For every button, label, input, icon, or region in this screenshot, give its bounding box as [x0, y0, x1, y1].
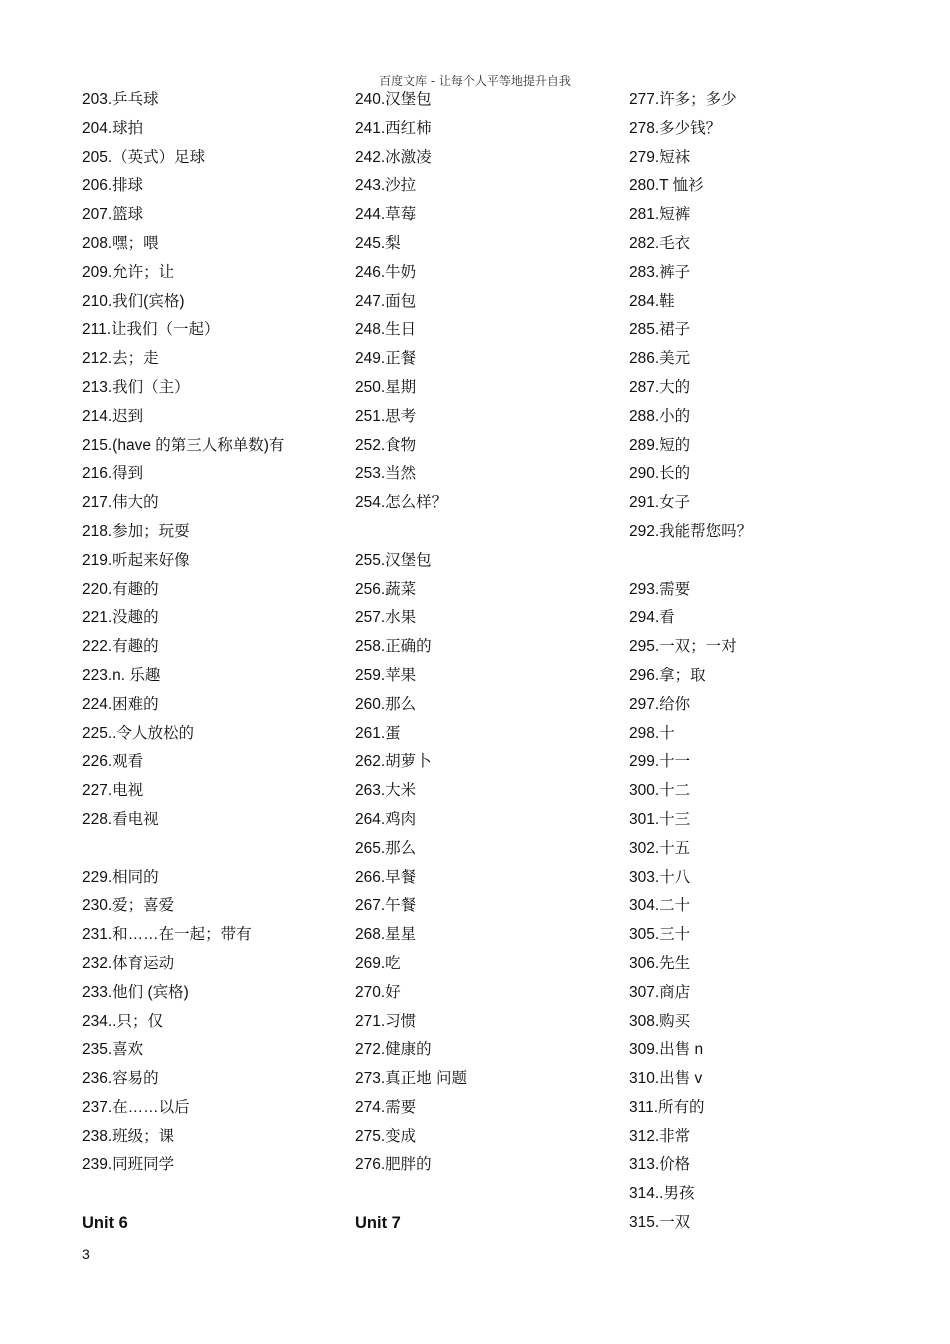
vocab-item: 294.看 [629, 609, 675, 627]
vocab-item: 313.价格 [629, 1156, 691, 1174]
vocab-item: 298.十 [629, 724, 675, 742]
vocab-item: 297.给你 [629, 695, 691, 713]
vocab-item: 247.面包 [355, 292, 417, 310]
vocab-item: 311.所有的 [629, 1098, 705, 1116]
vocab-item: 305.三十 [629, 926, 691, 944]
vocab-item: 291.女子 [629, 494, 691, 512]
vocab-item: 243.沙拉 [355, 177, 417, 195]
vocab-item: 216.得到 [82, 465, 144, 483]
vocab-item: 217.伟大的 [82, 494, 159, 512]
vocab-item: 242.冰激凌 [355, 148, 432, 166]
vocab-item: 223.n. 乐趣 [82, 666, 161, 684]
vocab-item: 281.短裤 [629, 206, 691, 224]
vocab-item: 284.鞋 [629, 292, 675, 310]
vocab-item: 300.十二 [629, 782, 691, 800]
vocab-item: 215.(have 的第三人称单数)有 [82, 436, 285, 454]
vocab-item: 288.小的 [629, 407, 691, 425]
vocab-item: 222.有趣的 [82, 638, 159, 656]
vocab-item: 258.正确的 [355, 638, 432, 656]
vocab-item: 304.二十 [629, 897, 691, 915]
vocab-item: 308.购买 [629, 1012, 691, 1030]
blank-line [82, 1180, 347, 1209]
vocab-item: 251.思考 [355, 407, 417, 425]
vocab-item: 276.肥胖的 [355, 1156, 432, 1174]
vocab-item: 249.正餐 [355, 350, 417, 368]
vocab-item: 272.健康的 [355, 1041, 432, 1059]
vocab-column-1 [82, 86, 347, 1238]
vocab-item: 250.星期 [355, 378, 417, 396]
vocab-item: 267.午餐 [355, 897, 417, 915]
vocab-item: 221.没趣的 [82, 609, 159, 627]
vocab-item: 255.汉堡包 [355, 551, 432, 569]
vocab-item: 303.十八 [629, 868, 691, 886]
vocab-column-3 [629, 86, 929, 1238]
vocab-column-2 [355, 86, 620, 1238]
vocab-item: 278.多少钱？ [629, 119, 722, 137]
vocab-item: 211.让我们（一起） [82, 321, 220, 339]
vocab-item: 314..男孩 [629, 1185, 695, 1203]
vocab-item: 213.我们（主） [82, 378, 190, 396]
vocab-item: 309.出售 n [629, 1041, 704, 1059]
vocab-item: 209.允许；让 [82, 263, 175, 281]
vocab-item: 244.草莓 [355, 206, 417, 224]
unit-heading: Unit 7 [355, 1214, 401, 1233]
vocab-item: 203.乒乓球 [82, 91, 159, 108]
vocab-item: 238.班级；课 [82, 1127, 175, 1145]
vocab-item: 296.拿；取 [629, 666, 706, 684]
vocab-item: 260.那么 [355, 695, 417, 713]
page-number: 3 [82, 1246, 90, 1262]
vocab-item: 285.裙子 [629, 321, 691, 339]
vocab-item: 236.容易的 [82, 1070, 159, 1088]
vocab-item: 230.爱；喜爱 [82, 897, 175, 915]
vocab-item: 274.需要 [355, 1098, 417, 1116]
vocab-item: 289.短的 [629, 436, 691, 454]
vocab-item: 219.听起来好像 [82, 551, 190, 569]
vocab-item: 204.球拍 [82, 119, 144, 137]
vocab-item: 292.我能帮您吗？ [629, 522, 753, 540]
vocab-item: 224.困难的 [82, 695, 159, 713]
vocab-item: 218.参加；玩耍 [82, 522, 190, 540]
vocab-item: 245.梨 [355, 234, 401, 252]
vocab-item: 282.毛衣 [629, 234, 691, 252]
vocab-item: 229.相同的 [82, 868, 159, 886]
vocab-item: 264.鸡肉 [355, 810, 417, 828]
vocab-item: 248.生日 [355, 321, 417, 339]
vocab-item: 261.蛋 [355, 724, 401, 742]
vocab-item: 310.出售 v [629, 1070, 703, 1088]
vocab-item: 241.西红柿 [355, 119, 432, 137]
vocab-item: 206.排球 [82, 177, 144, 195]
blank-line [82, 835, 347, 864]
vocab-item: 301.十三 [629, 810, 691, 828]
unit-heading: Unit 6 [82, 1214, 128, 1233]
vocab-item: 259.苹果 [355, 666, 417, 684]
vocab-item: 315.一双 [629, 1214, 691, 1232]
vocab-item: 208.嘿；喂 [82, 234, 159, 252]
vocab-item: 220.有趣的 [82, 580, 159, 598]
vocab-item: 246.牛奶 [355, 263, 417, 281]
vocab-item: 257.水果 [355, 609, 417, 627]
vocab-item: 232.体育运动 [82, 954, 175, 972]
vocab-item: 214.迟到 [82, 407, 144, 425]
vocab-item: 286.美元 [629, 350, 691, 368]
vocab-item: 275.变成 [355, 1127, 417, 1145]
vocab-item: 307.商店 [629, 983, 691, 1001]
vocab-item: 277.许多；多少 [629, 91, 737, 108]
vocab-item: 227.电视 [82, 782, 144, 800]
vocab-item: 253.当然 [355, 465, 417, 483]
vocab-item: 295.一双；一对 [629, 638, 737, 656]
vocab-item: 280.T 恤衫 [629, 177, 704, 195]
vocab-item: 239.同班同学 [82, 1156, 175, 1174]
vocab-item: 228.看电视 [82, 810, 159, 828]
vocab-item: 312.非常 [629, 1127, 691, 1145]
page-header: 百度文库 - 让每个人平等地提升自我 [379, 74, 571, 88]
vocab-item: 234..只；仅 [82, 1012, 163, 1030]
vocab-item: 271.习惯 [355, 1012, 417, 1030]
blank-line [629, 547, 929, 576]
vocab-item: 240.汉堡包 [355, 91, 432, 108]
vocab-item: 252.食物 [355, 436, 417, 454]
vocab-item: 262.胡萝卜 [355, 753, 432, 771]
vocab-item: 231.和……在一起；带有 [82, 926, 252, 944]
vocab-item: 254.怎么样？ [355, 494, 448, 512]
vocab-item: 293.需要 [629, 580, 691, 598]
vocab-item: 290.长的 [629, 465, 691, 483]
vocab-item: 270.好 [355, 983, 401, 1001]
vocab-item: 256.蔬菜 [355, 580, 417, 598]
vocab-item: 226.观看 [82, 753, 144, 771]
vocab-item: 210.我们(宾格) [82, 292, 185, 310]
vocab-item: 263.大米 [355, 782, 417, 800]
vocab-item: 225..令人放松的 [82, 724, 194, 742]
vocab-item: 212.去；走 [82, 350, 159, 368]
vocab-item: 265.那么 [355, 839, 417, 857]
vocab-item: 235.喜欢 [82, 1041, 144, 1059]
vocab-item: 268.星星 [355, 926, 417, 944]
vocab-item: 269.吃 [355, 954, 401, 972]
vocab-item: 233.他们 (宾格) [82, 983, 189, 1001]
vocab-item: 283.裤子 [629, 263, 691, 281]
vocab-item: 237.在……以后 [82, 1098, 190, 1116]
blank-line [355, 518, 620, 547]
vocab-item: 299.十一 [629, 753, 691, 771]
vocab-item: 306.先生 [629, 954, 691, 972]
blank-line [355, 1180, 620, 1209]
vocab-item: 279.短袜 [629, 148, 691, 166]
vocab-item: 302.十五 [629, 839, 691, 857]
vocab-item: 266.早餐 [355, 868, 417, 886]
vocab-item: 207.篮球 [82, 206, 144, 224]
vocab-item: 273.真正地 问题 [355, 1070, 467, 1088]
vocab-item: 287.大的 [629, 378, 691, 396]
vocab-item: 205.（英式）足球 [82, 148, 206, 166]
